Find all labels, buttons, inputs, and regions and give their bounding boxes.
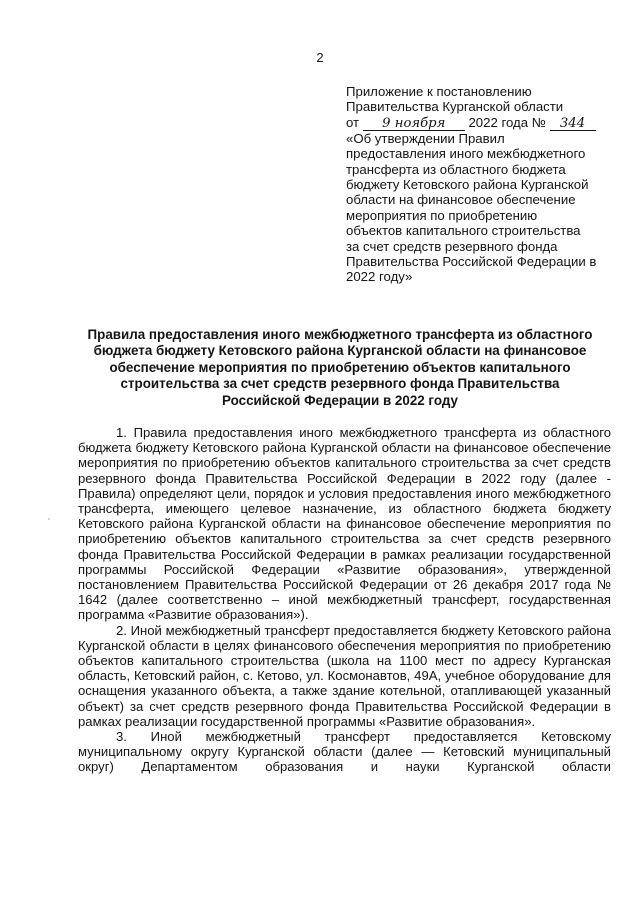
appendix-subtitle [346, 131, 626, 285]
appendix-date-row [346, 115, 626, 131]
appendix-subtitle-line: «Об утверждении Правил [346, 130, 505, 146]
scan-speck [48, 518, 50, 520]
document-body [78, 425, 611, 775]
title-line: Правила предоставления иного межбюджетного трансферта из областного [87, 327, 593, 342]
paragraph-2: 2. Иной межбюджетный трансферт предоставляется бюджету Кетовского района Курганской области в целях финансового обеспечения мероприятия по приобретению объектов капитального строительства (школа на 1100 мест по адресу Курганская область, Кетовский район, с. Кетово, ул. Космонавтов, 49А, учебное оборудование для оснащения указанного объекта, а также здание котельной, отапливающей указанный объект) за счет средств резервного фонда Правительства Российской Федерации в рамках реализации государственной программы «Развитие образования». [78, 622, 611, 729]
appendix-subtitle-line: за счет средств резервного фонда [346, 238, 558, 254]
title-line: строительства за счет средств резервного фонда Правительства [120, 376, 560, 392]
appendix-subtitle-line: объектов капитального строительства [346, 223, 581, 239]
appendix-line: Правительства Курганской области [346, 99, 564, 115]
appendix-subtitle-line: предоставления иного межбюджетного [346, 146, 586, 162]
handwritten-date: 9 ноября [363, 117, 465, 131]
document-title [70, 327, 610, 409]
appendix-subtitle-line: 2022 году» [346, 269, 413, 285]
title-line: обеспечение мероприятия по приобретению объектов капитального [109, 359, 571, 375]
appendix-subtitle-line: бюджету Кетовского района Курганской [346, 177, 589, 193]
title-line: бюджета бюджету Кетовского района Курганской области на финансовое [93, 343, 587, 359]
handwritten-number: 344 [550, 117, 596, 131]
appendix-subtitle-line: области на финансовое обеспечение [346, 192, 576, 208]
date-suffix: 2022 года № [468, 114, 546, 130]
page-number: 2 [316, 50, 324, 65]
date-prefix: от [346, 114, 360, 130]
paragraph-3: 3. Иной межбюджетный трансферт предоставляется Кетовскому муниципальному округу Курганской области (далее — Кетовский муниципальный округ) Департаментом образования и науки Курганской области [78, 729, 611, 775]
appendix-line: Приложение к постановлению [346, 84, 532, 99]
title-line: Российской Федерации в 2022 году [222, 392, 458, 408]
appendix-block [346, 84, 626, 285]
paragraph-1: 1. Правила предоставления иного межбюджетного трансферта из областного бюджета бюджету Кетовского района Курганской области на финансовое обеспечение мероприятия по приобретению объектов капитального строительства за счет средств резервного фонда Правительства Российской Федерации в 2022 году (далее - Правила) определяют цели, порядок и условия предоставления иного межбюджетного трансферта, имеющего целевое назначение, из областного бюджета бюджету Кетовского района Курганской области на финансовое обеспечение мероприятия по приобретению объектов капитального строительства за счет средств резервного фонда Правительства Российской Федерации в рамках реализации государственной программы Российской Федерации «Развитие образования», утвержденной постановлением Правительства Российской Федерации от 26 декабря 2017 года № 1642 (далее соответственно – иной межбюджетный трансферт, государственная программа «Развитие образования»). [78, 425, 611, 623]
appendix-subtitle-line: трансферта из областного бюджета [346, 161, 566, 177]
appendix-subtitle-line: Правительства Российской Федерации в [346, 254, 597, 270]
appendix-subtitle-line: мероприятия по приобретению [346, 207, 538, 223]
